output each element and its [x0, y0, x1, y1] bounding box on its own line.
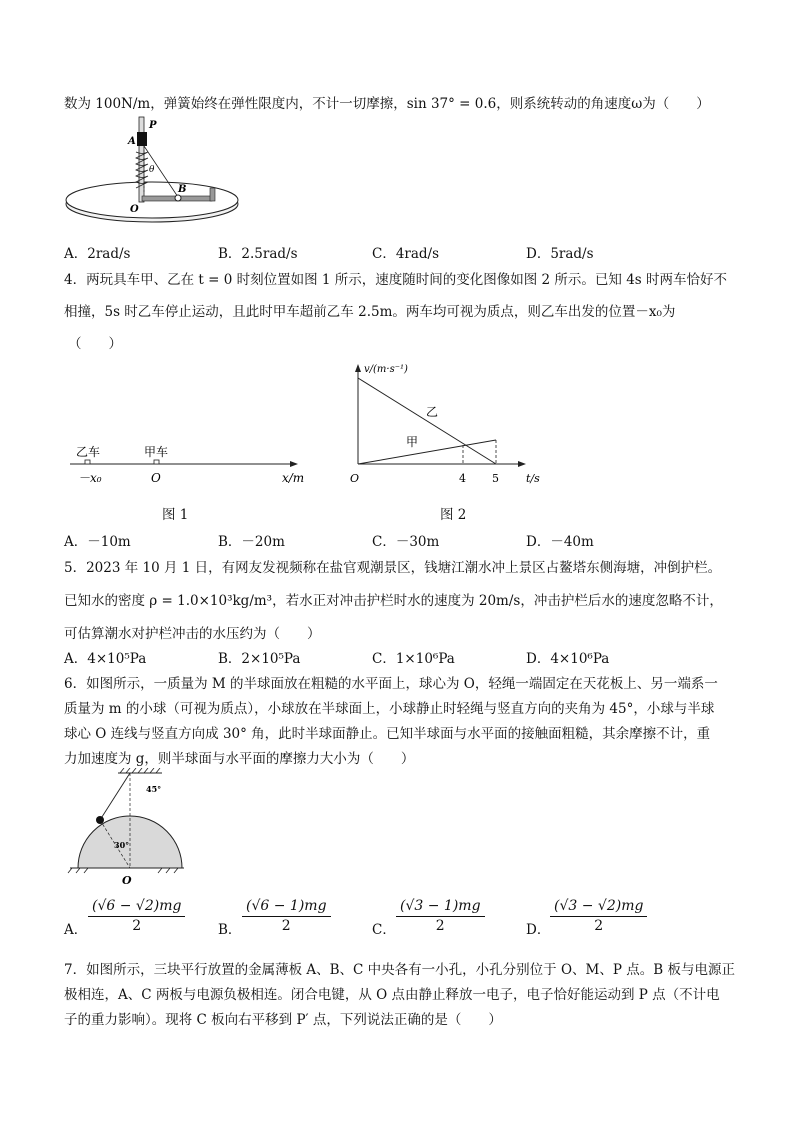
q4-figure-2 [342, 360, 552, 490]
q6-option-d-fraction [550, 898, 647, 934]
q6-option-b-fraction [242, 898, 331, 934]
q6-line-4: 力加速度为 g，则半球面与水平面的摩擦力大小为（ ） [64, 751, 415, 767]
q3-figure [64, 112, 244, 227]
label-axis-x: x/m [282, 471, 305, 485]
fraction-denominator: 2 [435, 918, 445, 934]
q6-option-c-fraction [396, 898, 485, 934]
q4-option-b: B．－20m [218, 534, 285, 550]
q6-line-3: 球心 O 连线与竖直方向成 30° 角，此时半球面静止。已知半球面与水平面的接触面粗糙，其余摩擦不计，重 [64, 726, 711, 742]
label-x-axis: t/s [526, 472, 540, 485]
q6-option-a-fraction [88, 898, 185, 934]
fraction-bar [550, 916, 647, 917]
label-P: P [149, 120, 157, 131]
q5-option-c: C．1×10⁶Pa [372, 651, 455, 667]
label-angle-45: 45° [146, 784, 162, 794]
fraction-denominator: 2 [594, 918, 604, 934]
tick-5: 5 [492, 472, 499, 485]
q6-line-1: 6．如图所示，一质量为 M 的半球面放在粗糙的水平面上，球心为 O，轻绳一端固定在天花板上、另一端系一 [64, 676, 718, 692]
q6-option-c-label: C． [372, 922, 396, 938]
label-car-yi: 乙车 [76, 445, 101, 459]
q6-option-d-label: D． [526, 922, 551, 938]
label-line-jia: 甲 [406, 435, 419, 449]
tick-4: 4 [459, 472, 466, 485]
q7-line-3: 子的重力影响）。现将 C 板向右平移到 P′ 点，下列说法正确的是（ ） [64, 1012, 502, 1028]
label-A: A [128, 136, 136, 147]
q4-fig2-caption: 图 2 [440, 507, 467, 523]
fraction-numerator: (√3 − 1)mg [400, 898, 481, 914]
q7-line-2: 极相连，A、C 两板与电源负极相连。闭合电键，从 O 点由静止释放一电子，电子恰好能运动到 P 点（不计电 [64, 987, 720, 1003]
label-pos-yi: －x₀ [78, 471, 102, 485]
q6-line-2: 质量为 m 的小球（可视为质点），小球放在半球面上，小球静止时轻绳与竖直方向的夹角为 45°，小球与半球 [64, 701, 715, 717]
q3-option-d: D．5rad/s [526, 246, 594, 262]
fraction-numerator: (√3 − √2)mg [554, 898, 644, 914]
label-car-jia: 甲车 [144, 445, 169, 459]
label-theta: θ [149, 165, 155, 175]
q6-option-b-label: B． [218, 922, 242, 938]
q6-option-a-label: A． [64, 922, 88, 938]
label-B: B [178, 184, 187, 195]
q4-line-3: （ ） [68, 336, 122, 352]
q5-line-1: 5．2023 年 10 月 1 日，有网友发视频称在盐官观潮景区，钱塘江潮水冲上景区占鳌塔东侧海塘，冲倒护栏。 [64, 560, 722, 576]
q4-option-a: A．－10m [64, 534, 131, 550]
q4-line-1: 4．两玩具车甲、乙在 t = 0 时刻位置如图 1 所示，速度随时间的变化图像如图 2 所示。已知 4s 时两车恰好不 [64, 272, 728, 288]
q5-option-b: B．2×10⁵Pa [218, 651, 301, 667]
fraction-numerator: (√6 − 1)mg [246, 898, 327, 914]
label-pos-o: O [151, 471, 161, 485]
q5-line-3: 可估算潮水对护栏冲击的水压约为（ ） [64, 626, 321, 642]
fraction-bar [88, 916, 185, 917]
label-y-axis: v/(m·s⁻¹) [364, 364, 408, 375]
q4-option-c: C．－30m [372, 534, 440, 550]
fraction-denominator: 2 [281, 918, 291, 934]
fraction-bar [242, 916, 331, 917]
q5-option-a: A．4×10⁵Pa [64, 651, 147, 667]
q4-fig1-caption: 图 1 [162, 507, 189, 523]
q3-option-b: B．2.5rad/s [218, 246, 298, 262]
fraction-numerator: (√6 − √2)mg [92, 898, 182, 914]
label-line-yi: 乙 [426, 405, 439, 419]
q4-line-2: 相撞，5s 时乙车停止运动，且此时甲车超前乙车 2.5m。两车均可视为质点，则乙车出发的位置－x₀为 [64, 304, 676, 320]
q3-option-a: A．2rad/s [64, 246, 131, 262]
q6-figure [66, 768, 186, 888]
fraction-denominator: 2 [132, 918, 142, 934]
q4-figure-1 [68, 440, 318, 495]
fraction-bar [396, 916, 485, 917]
q5-option-d: D．4×10⁶Pa [526, 651, 610, 667]
q5-line-2: 已知水的密度 ρ = 1.0×10³kg/m³，若水正对冲击护栏时水的速度为 20m/s，冲击护栏后水的速度忽略不计， [64, 593, 723, 609]
q3-option-c: C．4rad/s [372, 246, 440, 262]
label-origin: O [350, 472, 360, 485]
label-center-o: O [122, 874, 132, 887]
label-angle-30: 30° [114, 840, 130, 850]
q7-line-1: 7．如图所示，三块平行放置的金属薄板 A、B、C 中央各有一小孔，小孔分别位于 O、M、P 点。B 板与电源正 [64, 962, 735, 978]
label-O: O [130, 204, 139, 215]
q4-option-d: D．－40m [526, 534, 594, 550]
q3-text: 数为 100N/m，弹簧始终在弹性限度内，不计一切摩擦，sin 37° = 0.6，则系统转动的角速度ω为（ ） [64, 96, 710, 112]
